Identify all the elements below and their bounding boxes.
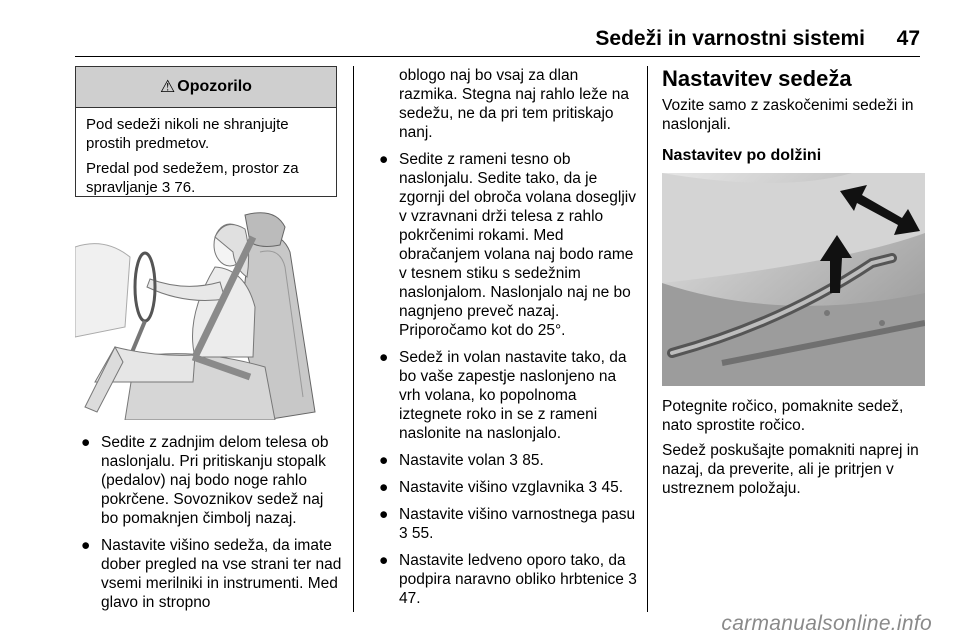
list-item-text: Sedite z zadnjim delom telesa ob naslonjalu. Pri pritiskanju stopalk (pedalov) naj bodo noge rahlo pokrčene. Sovoznikov sedež naj bo pomaknjen čimbolj nazaj. <box>101 434 329 527</box>
subsection-heading: Nastavitev po dolžini <box>662 147 822 164</box>
page-title: Sedeži in varnostni sistemi <box>595 27 865 50</box>
column-divider-1 <box>353 66 354 612</box>
list-item-text: Nastavite višino vzglavnika 3 45. <box>399 479 624 496</box>
body-paragraph: Potegnite ročico, pomaknite sedež, nato sprostite ročico. <box>662 398 904 434</box>
list-item: ● Nastavite volan 3 85. <box>379 452 544 469</box>
warning-triangle-icon: ⚠ <box>160 77 176 96</box>
list-item: ● Sedež in volan nastavite tako, da bo vaše zapestje naslonjeno na vrh volana, ko popolnoma iztegnete roko in se z rameni naslonite na naslonjalo. <box>379 349 627 442</box>
page-header <box>0 0 960 60</box>
column-3-top <box>662 66 932 166</box>
section-intro: Vozite samo z zaskočenimi sedeži in naslonjali. <box>662 97 914 133</box>
warning-box <box>75 66 337 197</box>
list-item: ● Nastavite višino varnostnega pasu 3 55. <box>379 506 636 542</box>
driver-seating-illustration <box>75 207 337 420</box>
list-item-text: Nastavite volan 3 85. <box>399 452 544 469</box>
list-item-text: Nastavite višino sedeža, da imate dober pregled na vse strani ter nad vsemi merilniki in instrumenti. Med glavo in stropno <box>101 537 342 611</box>
list-item-text: Nastavite višino varnostnega pasu 3 55. <box>399 506 636 542</box>
watermark: carmanualsonline.info <box>721 612 932 635</box>
warning-body <box>76 108 336 197</box>
column-1 <box>75 433 343 620</box>
list-item-text: Sedite z rameni tesno ob naslonjalu. Sedite tako, da je zgornji del obroča volana dosegljiv v vzravnani drži telesa z rahlo pokrčenimi rokami. Med obračanjem volana naj bodo rame v tesnem stiku s sedežnim naslonjalom. Naslonjalo naj ne bo nagnjeno preveč nazaj. Priporočamo kot do 25°. <box>399 151 636 339</box>
body-paragraph: Sedež poskušajte pomakniti naprej in nazaj, da preverite, ali je pritrjen v ustreznem položaju. <box>662 442 919 497</box>
column-divider-2 <box>647 66 648 612</box>
column-3-bottom <box>662 397 932 504</box>
list-item-text: Sedež in volan nastavite tako, da bo vaše zapestje naslonjeno na vrh volana, ko popolnoma iztegnete roko in se z rameni naslonite na naslonjalo. <box>399 349 627 442</box>
warning-paragraph: Predal pod sedežem, prostor za spravljanje 3 76. <box>86 160 299 196</box>
list-item: ● Nastavite višino vzglavnika 3 45. <box>379 479 624 496</box>
list-item: ● Sedite z zadnjim delom telesa ob naslonjalu. Pri pritiskanju stopalk (pedalov) naj bodo noge rahlo pokrčene. Sovoznikov sedež naj bo pomaknjen čimbolj nazaj. <box>81 434 329 527</box>
page-number: 47 <box>896 27 920 50</box>
warning-paragraph: Pod sedeži nikoli ne shranjujte prostih predmetov. <box>86 116 289 152</box>
column-2 <box>373 66 639 616</box>
list-item: ● Nastavite ledveno oporo tako, da podpira naravno obliko hrbtenice 3 47. <box>379 552 637 607</box>
seat-lever-photo <box>662 173 925 386</box>
warning-title: Opozorilo <box>177 78 252 95</box>
list-item: ● Nastavite višino sedeža, da imate dober pregled na vse strani ter nad vsemi merilniki in instrumenti. Med glavo in stropno <box>81 537 342 611</box>
list-item: ● Sedite z rameni tesno ob naslonjalu. Sedite tako, da je zgornji del obroča volana dosegljiv v vzravnani drži telesa z rahlo pokrčenimi rokami. Med obračanjem volana naj bodo rame v tesnem stiku s sedežnim naslonjalom. Naslonjalo naj ne bo nagnjeno preveč nazaj. Priporočamo kot do 25°. <box>379 151 636 339</box>
warning-header <box>76 67 336 108</box>
list-continuation: oblogo naj bo vsaj za dlan razmika. Stegna naj rahlo ležе na sedežu, ne da pri tem pritiskajo nanj. <box>399 67 630 141</box>
header-rule <box>75 56 920 57</box>
section-heading: Nastavitev sedeža <box>662 66 852 91</box>
list-item-text: Nastavite ledveno oporo tako, da podpira naravno obliko hrbtenice 3 47. <box>399 552 637 607</box>
